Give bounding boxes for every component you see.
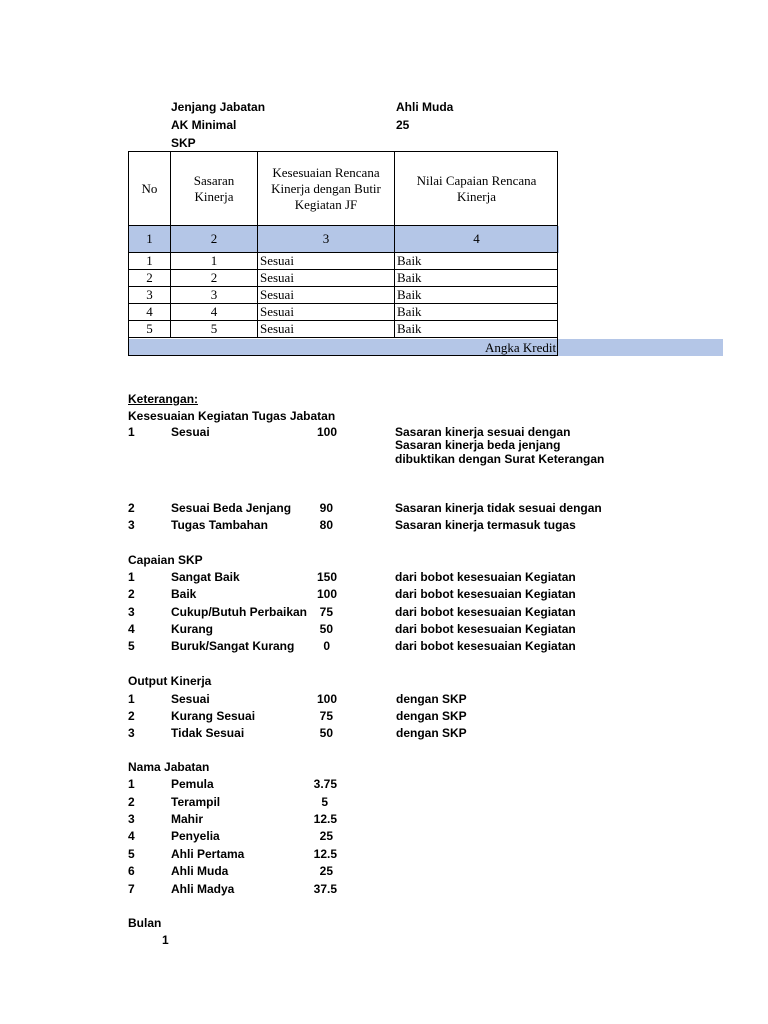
cell-no: 1 [129,253,171,270]
cell-no: 3 [129,287,171,304]
cell-sasaran: 1 [171,253,258,270]
skp-table [128,151,558,339]
total-row-border [128,339,558,356]
jabatan-no: 4 [128,829,135,843]
cell-kesesuaian: Sesuai [258,321,395,338]
jabatan-value: 5 [321,795,328,809]
capaian-no: 5 [128,639,135,653]
jabatan-label: Ahli Madya [171,882,235,896]
col-number: 3 [258,226,395,253]
header-kesesuaian: Kesesuaian Rencana Kinerja dengan Butir Kegiatan JF [258,152,395,226]
ak-minimal-label: AK Minimal [171,118,237,132]
kesesuaian-note: Sasaran kinerja sesuai dengan [395,425,571,439]
jabatan-value: 12.5 [313,847,337,861]
cell-nilai: Baik [395,304,558,321]
output-no: 3 [128,726,135,740]
ak-minimal-value: 25 [396,118,410,132]
header-no: No [129,152,171,226]
capaian-label: Cukup/Butuh Perbaikan [171,605,308,619]
capaian-no: 1 [128,570,135,584]
kesesuaian-no: 1 [128,425,135,439]
output-note: dengan SKP [396,709,467,723]
jabatan-label: Penyelia [171,829,220,843]
cell-nilai: Baik [395,287,558,304]
kesesuaian-value: 90 [319,501,333,515]
output-note: dengan SKP [396,726,467,740]
kesesuaian-no: 2 [128,501,135,515]
capaian-no: 2 [128,587,135,601]
capaian-label: Baik [171,587,197,601]
capaian-value: 0 [323,639,330,653]
jabatan-no: 1 [128,777,135,791]
cell-no: 5 [129,321,171,338]
table-row [129,321,559,338]
jenjang-jabatan-label: Jenjang Jabatan [171,100,266,114]
jabatan-no: 3 [128,812,135,826]
jabatan-value: 25 [319,864,333,878]
kesesuaian-label: Sesuai Beda Jenjang [171,501,292,515]
kesesuaian-no: 3 [128,518,135,532]
jabatan-label: Terampil [171,795,221,809]
capaian-label: Buruk/Sangat Kurang [171,639,295,653]
capaian-value: 75 [319,605,333,619]
capaian-note: dari bobot kesesuaian Kegiatan [395,622,576,636]
kesesuaian-label: Tugas Tambahan [171,518,268,532]
capaian-note: dari bobot kesesuaian Kegiatan [395,639,576,653]
output-label: Tidak Sesuai [171,726,245,740]
output-value: 50 [319,726,333,740]
table-header-row [129,152,559,226]
kesesuaian-note: Sasaran kinerja termasuk tugas [395,518,576,532]
cell-kesesuaian: Sesuai [258,287,395,304]
output-label: Kurang Sesuai [171,709,256,723]
cell-sasaran: 4 [171,304,258,321]
output-note: dengan SKP [396,692,467,706]
output-section-title: Output Kinerja [128,674,212,688]
kesesuaian-value: 100 [316,425,337,439]
kesesuaian-value: 80 [319,518,333,532]
cell-nilai: Baik [395,270,558,287]
jabatan-label: Pemula [171,777,214,791]
jabatan-value: 37.5 [313,882,337,896]
col-number: 4 [395,226,558,253]
table-row [129,270,559,287]
capaian-label: Kurang [171,622,213,636]
capaian-no: 4 [128,622,135,636]
header-sasaran-kinerja: Sasaran Kinerja [171,152,258,226]
output-no: 1 [128,692,135,706]
jabatan-no: 5 [128,847,135,861]
total-label: Angka Kredit [485,340,557,355]
bulan-title: Bulan [128,916,162,930]
capaian-note: dari bobot kesesuaian Kegiatan [395,587,576,601]
jabatan-no: 7 [128,882,135,896]
table-row [129,253,559,270]
cell-kesesuaian: Sesuai [258,253,395,270]
jabatan-no: 2 [128,795,135,809]
cell-kesesuaian: Sesuai [258,270,395,287]
jabatan-label: Mahir [171,812,204,826]
output-no: 2 [128,709,135,723]
table-row [129,287,559,304]
jabatan-value: 25 [319,829,333,843]
cell-nilai: Baik [395,321,558,338]
jabatan-label: Ahli Muda [171,864,229,878]
keterangan-title: Keterangan: [128,392,199,406]
cell-sasaran: 5 [171,321,258,338]
capaian-note: dari bobot kesesuaian Kegiatan [395,570,576,584]
column-number-row [129,226,559,253]
jabatan-value: 12.5 [313,812,337,826]
cell-sasaran: 3 [171,287,258,304]
jenjang-jabatan-value: Ahli Muda [396,100,454,114]
capaian-value: 150 [316,570,337,584]
cell-nilai: Baik [395,253,558,270]
capaian-section-title: Capaian SKP [128,553,203,567]
kesesuaian-note: Sasaran kinerja tidak sesuai dengan [395,501,602,515]
jabatan-value: 3.75 [313,777,337,791]
output-label: Sesuai [171,692,210,706]
capaian-note: dari bobot kesesuaian Kegiatan [395,605,576,619]
capaian-label: Sangat Baik [171,570,240,584]
cell-kesesuaian: Sesuai [258,304,395,321]
col-number: 1 [129,226,171,253]
jabatan-no: 6 [128,864,135,878]
output-value: 100 [316,692,337,706]
jabatan-section-title: Nama Jabatan [128,760,210,774]
cell-sasaran: 2 [171,270,258,287]
skp-label: SKP [171,136,196,150]
table-row [129,304,559,321]
kesesuaian-section-title: Kesesuaian Kegiatan Tugas Jabatan [128,409,336,423]
header-nilai-capaian: Nilai Capaian Rencana Kinerja [395,152,558,226]
capaian-value: 50 [319,622,333,636]
jabatan-label: Ahli Pertama [171,847,245,861]
kesesuaian-note: Sasaran kinerja beda jenjang [395,438,561,452]
cell-no: 2 [129,270,171,287]
table-right-border [557,151,558,356]
col-number: 2 [171,226,258,253]
capaian-value: 100 [316,587,337,601]
kesesuaian-note: dibuktikan dengan Surat Keterangan [395,452,605,466]
capaian-no: 3 [128,605,135,619]
cell-no: 4 [129,304,171,321]
kesesuaian-label: Sesuai [171,425,210,439]
bulan-value: 1 [162,933,169,947]
output-value: 75 [319,709,333,723]
